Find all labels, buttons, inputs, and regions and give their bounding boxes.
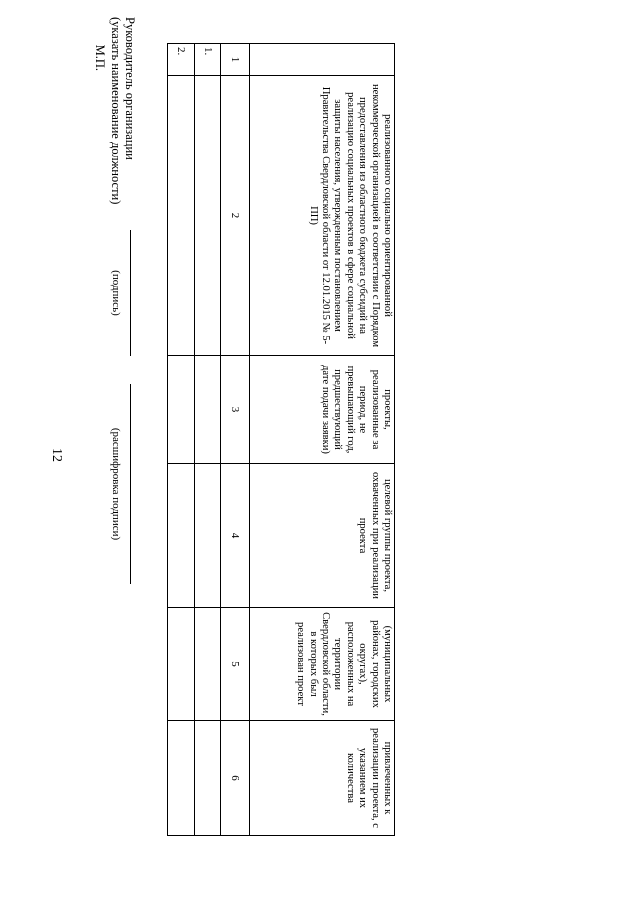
table-cell <box>168 608 195 721</box>
header-cell-empty <box>250 44 395 76</box>
table-cell <box>195 464 221 608</box>
header-cell-2: реализованного социально ориентированной некоммерческой организацией в соответствии с Порядком предоставления из областного бюджета субсидий на реализацию социальных проектов в сфере социальной защиты населения, утвержденным постановлением Правительства Свердловской области от 12.01.2015 № 5-ПП) <box>250 76 395 356</box>
signature-block <box>11 17 167 885</box>
table-cell <box>195 356 221 464</box>
table-cell <box>168 721 195 836</box>
number-cell-6: 6 <box>221 721 250 836</box>
header-cell-6: привлеченных к реализации проекта, с указанием их количества <box>250 721 395 836</box>
table-cell <box>168 76 195 356</box>
number-cell-5: 5 <box>221 608 250 721</box>
row-label: 1. <box>195 44 221 76</box>
decoding-caption: (расшифровка подписи) <box>110 427 122 541</box>
number-cell-2: 2 <box>221 76 250 356</box>
number-cell-3: 3 <box>221 356 250 464</box>
header-row <box>250 44 395 836</box>
head-line-1: Руководитель организации <box>123 17 137 160</box>
row-label: 2. <box>168 44 195 76</box>
signature-caption: (подпись) <box>110 270 122 316</box>
table-cell <box>168 464 195 608</box>
header-cell-5: (муниципальных районах, городских округах), расположенных на территории Свердловской области, в которых был реализован проект <box>250 608 395 721</box>
table-cell <box>168 356 195 464</box>
number-cell-1: 1 <box>221 44 250 76</box>
head-line-2: (указать наименование должности) <box>109 17 123 205</box>
number-cell-4: 4 <box>221 464 250 608</box>
page-number: 12 <box>49 448 64 462</box>
table-row <box>195 44 221 836</box>
header-cell-3: проекты, реализованные за период, не превышающий год, предшествующий дате подачи заявки) <box>250 356 395 464</box>
header-cell-4: целевой группы проекта, охваченных при реализации проекта <box>250 464 395 608</box>
table-row <box>168 44 195 836</box>
table-cell <box>195 608 221 721</box>
signature-line <box>130 230 131 356</box>
stamp-label: М.П. <box>93 44 107 71</box>
table-cell <box>195 721 221 836</box>
data-table <box>167 43 395 836</box>
rotated-document-block <box>11 17 395 885</box>
decoding-line <box>130 384 131 584</box>
table-cell <box>195 76 221 356</box>
number-row <box>221 44 250 836</box>
